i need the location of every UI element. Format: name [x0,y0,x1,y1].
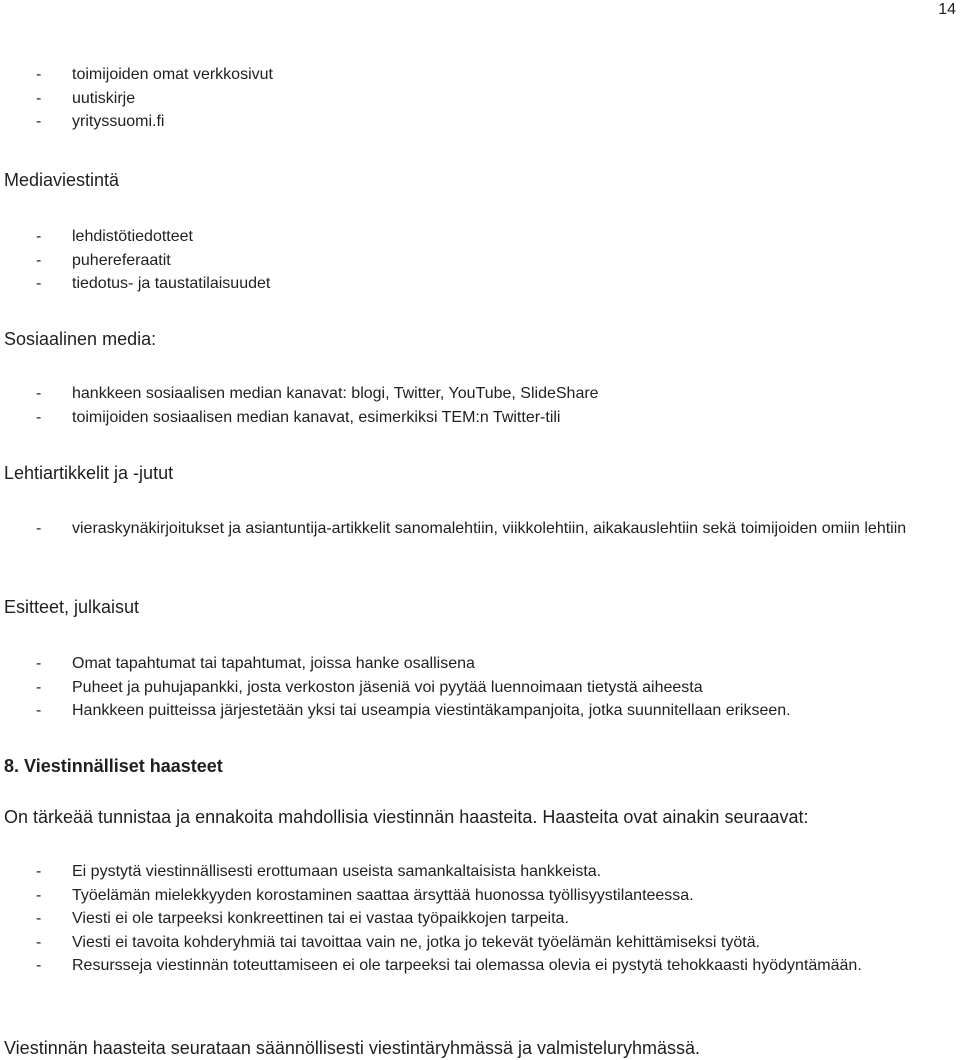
list-item-text: Puheet ja puhujapankki, josta verkoston jäseniä voi pyytää luennoimaan tietystä aiheesta [72,678,703,696]
list-item [4,652,954,676]
section-heading: Lehtiartikkelit ja -jutut [4,463,174,483]
list-item-text: yrityssuomi.fi [72,113,165,130]
haasteet-closing: Viestinnän haasteita seurataan säännöllisesti viestintäryhmässä ja valmisteluryhmässä. [4,1038,701,1058]
list-item-text: uutiskirje [72,89,136,107]
dash-mark: - [36,228,42,245]
dash-mark: - [36,66,42,83]
section-haasteet [4,754,954,778]
list-item-text: vieraskynäkirjoitukset ja asiantuntija-artikkelit sanomalehtiin, viikkolehtiin, aikakauslehtiin sekä toimijoiden omiin lehtiin [72,520,907,537]
list-item [4,884,954,908]
list-item-text: toimijoiden omat verkkosivut [72,66,273,83]
dash-mark: - [36,863,42,880]
page-number: 14 [938,1,956,18]
list-item-text: Resursseja viestinnän toteuttamiseen ei ole tarpeeksi tai olemassa olevia ei pystytä tehokkaasti hyödyntämään. [72,957,862,974]
dash-mark: - [36,886,42,904]
dash-mark: - [36,408,42,426]
list-item [4,931,954,955]
dash-mark: - [36,520,42,537]
list-item [4,382,954,406]
list-item-text: toimijoiden sosiaalisen median kanavat, esimerkiksi TEM:n Twitter-tili [72,408,561,426]
section-sosiaalinen-media [4,327,954,351]
list-item [4,225,954,249]
list-item [4,63,954,87]
dash-mark: - [36,385,42,402]
dash-mark: - [36,910,42,927]
esitteet-list [4,652,954,723]
list-item [4,110,954,134]
list-item [4,272,954,296]
list-item-text: tiedotus- ja taustatilaisuudet [72,275,271,292]
section-heading: Sosiaalinen media: [4,329,157,349]
chapter-heading: 8. Viestinnälliset haasteet [4,756,223,776]
dash-mark: - [36,275,42,292]
section-heading: Mediaviestintä [4,170,120,190]
dash-mark: - [36,702,42,719]
section-mediaviestinta [4,168,954,192]
list-item-text: Ei pystytä viestinnällisesti erottumaan useista samankaltaisista hankkeista. [72,863,602,880]
lehtiartikkelit-list [4,517,954,541]
list-item [4,954,954,978]
dash-mark: - [36,655,42,672]
list-item [4,699,954,723]
list-item-text: Työelämän mielekkyyden korostaminen saattaa ärsyttää huonossa työllisyystilanteessa. [72,886,694,904]
haasteet-intro-block [4,805,954,829]
list-item-text: Omat tapahtumat tai tapahtumat, joissa hanke osallisena [72,655,475,672]
haasteet-intro: On tärkeää tunnistaa ja ennakoita mahdollisia viestinnän haasteita. Haasteita ovat ainakin seuraavat: [4,807,809,827]
section-heading: Esitteet, julkaisut [4,597,140,617]
haasteet-closing-block [4,1036,954,1060]
dash-mark: - [36,933,42,951]
list-item [4,907,954,931]
channel-list [4,63,954,134]
section-esitteet [4,595,954,619]
list-item-text: lehdistötiedotteet [72,228,193,245]
dash-mark: - [36,957,42,974]
section-lehtiartikkelit [4,461,954,485]
list-item-text: hankkeen sosiaalisen median kanavat: blogi, Twitter, YouTube, SlideShare [72,385,599,402]
list-item [4,249,954,273]
list-item-text: Viesti ei tavoita kohderyhmiä tai tavoittaa vain ne, jotka jo tekevät työelämän kehittämiseksi työtä. [72,933,761,951]
list-item-text: Viesti ei ole tarpeeksi konkreettinen tai ei vastaa työpaikkojen tarpeita. [72,910,569,927]
list-item [4,517,954,541]
list-item [4,860,954,884]
list-item [4,406,954,430]
list-item-text: Hankkeen puitteissa järjestetään yksi tai useampia viestintäkampanjoita, jotka suunnitellaan erikseen. [72,702,791,719]
dash-mark: - [36,113,42,130]
list-item-text: puhereferaatit [72,251,171,269]
sosiaalinen-list [4,382,954,429]
dash-mark: - [36,89,42,107]
list-item [4,676,954,700]
dash-mark: - [36,678,42,696]
list-item [4,87,954,111]
mediaviestinta-list [4,225,954,296]
haasteet-list [4,860,954,978]
dash-mark: - [36,251,42,269]
